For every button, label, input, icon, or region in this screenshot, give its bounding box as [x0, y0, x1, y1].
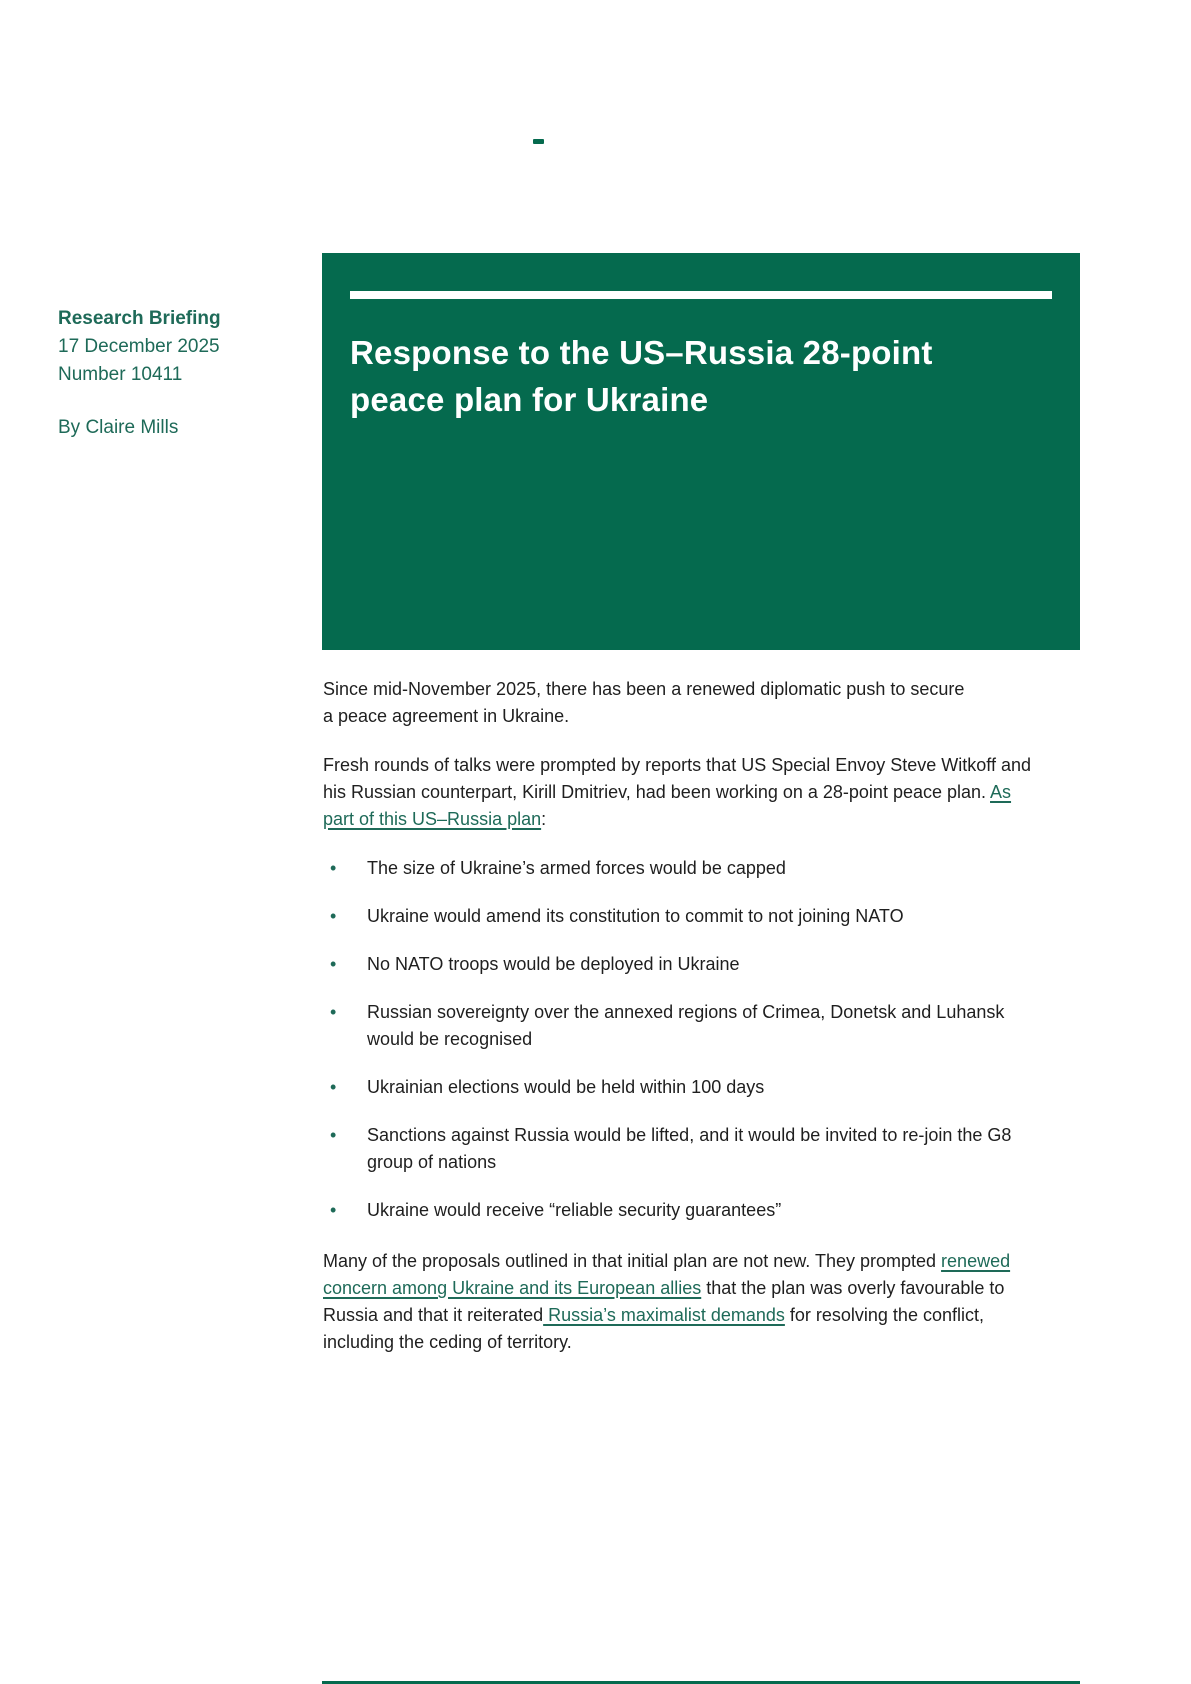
briefing-date: 17 December 2025 — [58, 336, 220, 357]
page-title-line-2: peace plan for Ukraine — [350, 381, 709, 418]
list-item-constitution-nato: • Ukraine would amend its constitution to commit to not joining NATO — [323, 903, 1023, 930]
talks-paragraph — [323, 752, 1045, 833]
title-banner — [322, 253, 1080, 650]
plan-points-list — [323, 855, 1023, 1224]
list-item-armed-forces-cap: • The size of Ukraine’s armed forces would be capped — [323, 855, 1023, 882]
maximalist-demands-link[interactable]: Russia’s maximalist demands — [543, 1305, 785, 1325]
briefing-author: By Claire Mills — [58, 417, 179, 438]
talks-paragraph-text: Fresh rounds of talks were prompted by reports that US Special Envoy Steve Witkoff and his Russian counterpart, Kirill Dmitriev, had been working on a 28-point peace plan. — [323, 755, 1032, 802]
list-item-elections: • Ukrainian elections would be held within 100 days — [323, 1074, 1023, 1101]
page-title — [350, 329, 1052, 423]
renewed-concern-link[interactable]: renewed concern among Ukraine and its European allies — [323, 1251, 1011, 1298]
banner-rule — [350, 291, 1052, 299]
logo-dash-mark — [533, 139, 544, 144]
summary-content — [323, 676, 1045, 1378]
reaction-paragraph — [323, 1248, 1045, 1356]
reaction-text-2: that the plan was overly favourable to Russia and that it reiterated — [323, 1278, 1005, 1325]
page-title-line-1: Response to the US–Russia 28-point — [350, 334, 933, 371]
list-item-no-nato-troops: • No NATO troops would be deployed in Ukraine — [323, 951, 1023, 978]
us-russia-plan-link[interactable]: As part of this US–Russia plan — [323, 782, 1012, 829]
intro-paragraph: Since mid-November 2025, there has been a renewed diplomatic push to secure a peace agreement in Ukraine. — [323, 679, 965, 726]
list-item-sanctions-g8: • Sanctions against Russia would be lifted, and it would be invited to re-join the G8 group of nations — [323, 1122, 1023, 1176]
reaction-text-3: for resolving the conflict, including the ceding of territory. — [323, 1305, 984, 1352]
list-item-security-guarantees: • Ukraine would receive “reliable security guarantees” — [323, 1197, 1023, 1224]
reaction-text-1: Many of the proposals outlined in that initial plan are not new. They prompted — [323, 1251, 942, 1271]
briefing-meta — [58, 305, 308, 442]
talks-paragraph-colon: : — [541, 809, 547, 829]
briefing-number: Number 10411 — [58, 364, 183, 385]
briefing-type-label: Research Briefing — [58, 308, 221, 329]
list-item-russian-sovereignty: • Russian sovereignty over the annexed regions of Crimea, Donetsk and Luhansk would be recognised — [323, 999, 1023, 1053]
